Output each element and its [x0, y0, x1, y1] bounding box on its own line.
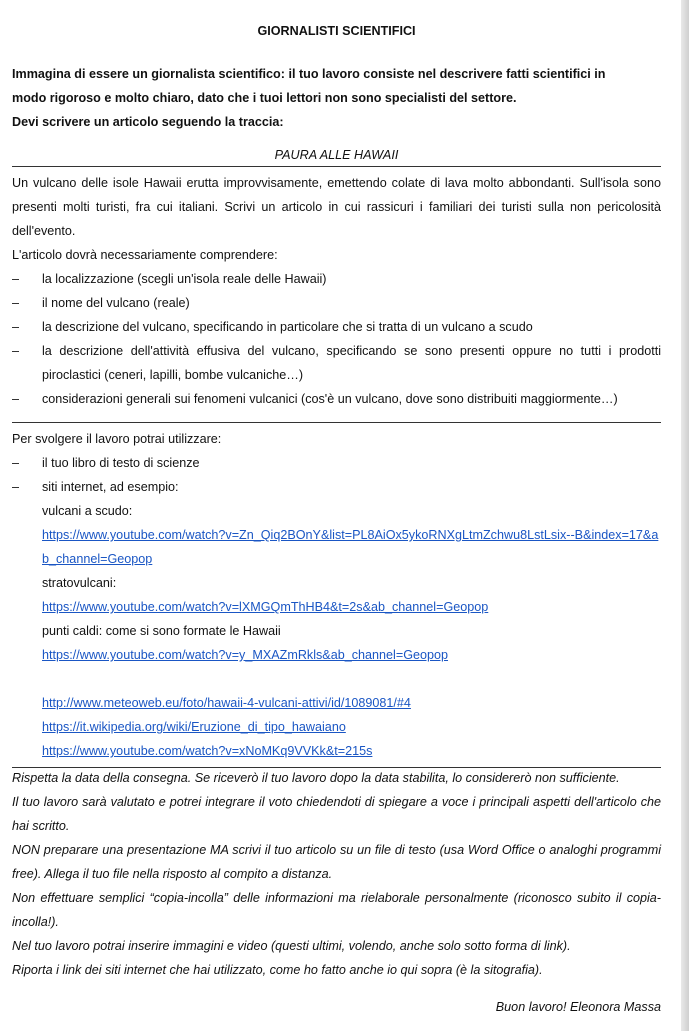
resources-list — [12, 451, 661, 499]
link-group — [12, 499, 661, 763]
intro-line: Devi scrivere un articolo seguendo la traccia: — [12, 115, 284, 129]
youtube-link[interactable]: https://www.youtube.com/watch?v=xNoMKq9VVKk&t=215s — [42, 744, 373, 758]
requirements-intro: L'articolo dovrà necessariamente comprendere: — [12, 248, 278, 262]
spacer — [42, 667, 661, 691]
meteoweb-link[interactable]: http://www.meteoweb.eu/foto/hawaii-4-vulcani-attivi/id/1089081/#4 — [42, 696, 411, 710]
shield-label: vulcani a scudo: — [42, 504, 133, 518]
instruction: NON preparare una presentazione MA scrivi il tuo articolo su un file di testo (usa Word Office o analoghi programmi free). Allega il tuo file nella risposto al compito a distanza. — [12, 843, 661, 881]
page-edge-shadow — [681, 0, 689, 1031]
hotspot-link[interactable]: https://www.youtube.com/watch?v=y_MXAZmRkls&ab_channel=Geopop — [42, 648, 449, 662]
list-item: – il tuo libro di testo di scienze — [12, 451, 661, 475]
list-item: – siti internet, ad esempio: — [12, 475, 661, 499]
intro-block — [12, 62, 661, 134]
list-item: – il nome del vulcano (reale) — [12, 291, 661, 315]
divider — [12, 422, 661, 423]
resources-section — [12, 427, 661, 763]
strato-label: stratovulcani: — [42, 576, 117, 590]
list-item: – la localizzazione (scegli un'isola reale delle Hawaii) — [12, 267, 661, 291]
list-item: – la descrizione dell'attività effusiva del vulcano, specificando se sono presenti oppure no tutti i prodotti piroclastici (ceneri, lapilli, bombe vulcaniche…) — [12, 339, 661, 387]
hotspot-label: punti caldi: come si sono formate le Hawaii — [42, 624, 281, 638]
shield-volcano-link[interactable]: https://www.youtube.com/watch?v=Zn_Qiq2BOnY&list=PL8AiOx5ykoRNXgLtmZchwu8LstLsix--B&index=17&ab_channel=Geopop — [42, 528, 659, 566]
article-title: PAURA ALLE HAWAII — [274, 148, 399, 162]
wikipedia-link[interactable]: https://it.wikipedia.org/wiki/Eruzione_di_tipo_hawaiano — [42, 720, 346, 734]
instruction: Il tuo lavoro sarà valutato e potrei integrare il voto chiedendoti di spiegare a voce i principali aspetti dell'articolo che hai scritto. — [12, 795, 661, 833]
resources-intro: Per svolgere il lavoro potrai utilizzare: — [12, 432, 222, 446]
list-item: – considerazioni generali sui fenomeni vulcanici (cos'è un vulcano, dove sono distribuiti maggiormente…) — [12, 387, 661, 411]
instructions-section — [12, 766, 661, 1031]
stratovolcano-link[interactable]: https://www.youtube.com/watch?v=lXMGQmThHB4&t=2s&ab_channel=Geopop — [42, 600, 489, 614]
intro-line: Immagina di essere un giornalista scientifico: il tuo lavoro consiste nel descrivere fatti scientifici in — [12, 67, 606, 81]
article-section — [12, 171, 661, 411]
article-paragraph: Un vulcano delle isole Hawaii erutta improvvisamente, emettendo colate di lava molto abbondanti. Sull'isola sono presenti molti turisti, fra cui italiani. Scrivi un articolo in cui rassicuri i familiari dei turisti sulla non pericolosità dell'evento. — [12, 176, 661, 238]
intro-line: modo rigoroso e molto chiaro, dato che i tuoi lettori non sono specialisti del settore. — [12, 91, 517, 105]
instruction: Riporta i link dei siti internet che hai utilizzato, come ho fatto anche io qui sopra (è la sitografia). — [12, 963, 543, 977]
list-item: – la descrizione del vulcano, specificando in particolare che si tratta di un vulcano a scudo — [12, 315, 661, 339]
divider — [12, 166, 661, 167]
signature: Buon lavoro! Eleonora Massa — [495, 999, 661, 1014]
requirements-list — [12, 267, 661, 411]
instruction: Rispetta la data della consegna. Se riceverò il tuo lavoro dopo la data stabilita, lo considererò non sufficiente. — [12, 771, 620, 785]
document-title: GIORNALISTI SCIENTIFICI — [257, 24, 416, 38]
instruction: Nel tuo lavoro potrai inserire immagini e video (questi ultimi, volendo, anche solo sotto forma di link). — [12, 939, 571, 953]
instruction: Non effettuare semplici “copia-incolla” delle informazioni ma rielaborale personalmente (riconosco subito il copia-incolla!). — [12, 891, 661, 929]
